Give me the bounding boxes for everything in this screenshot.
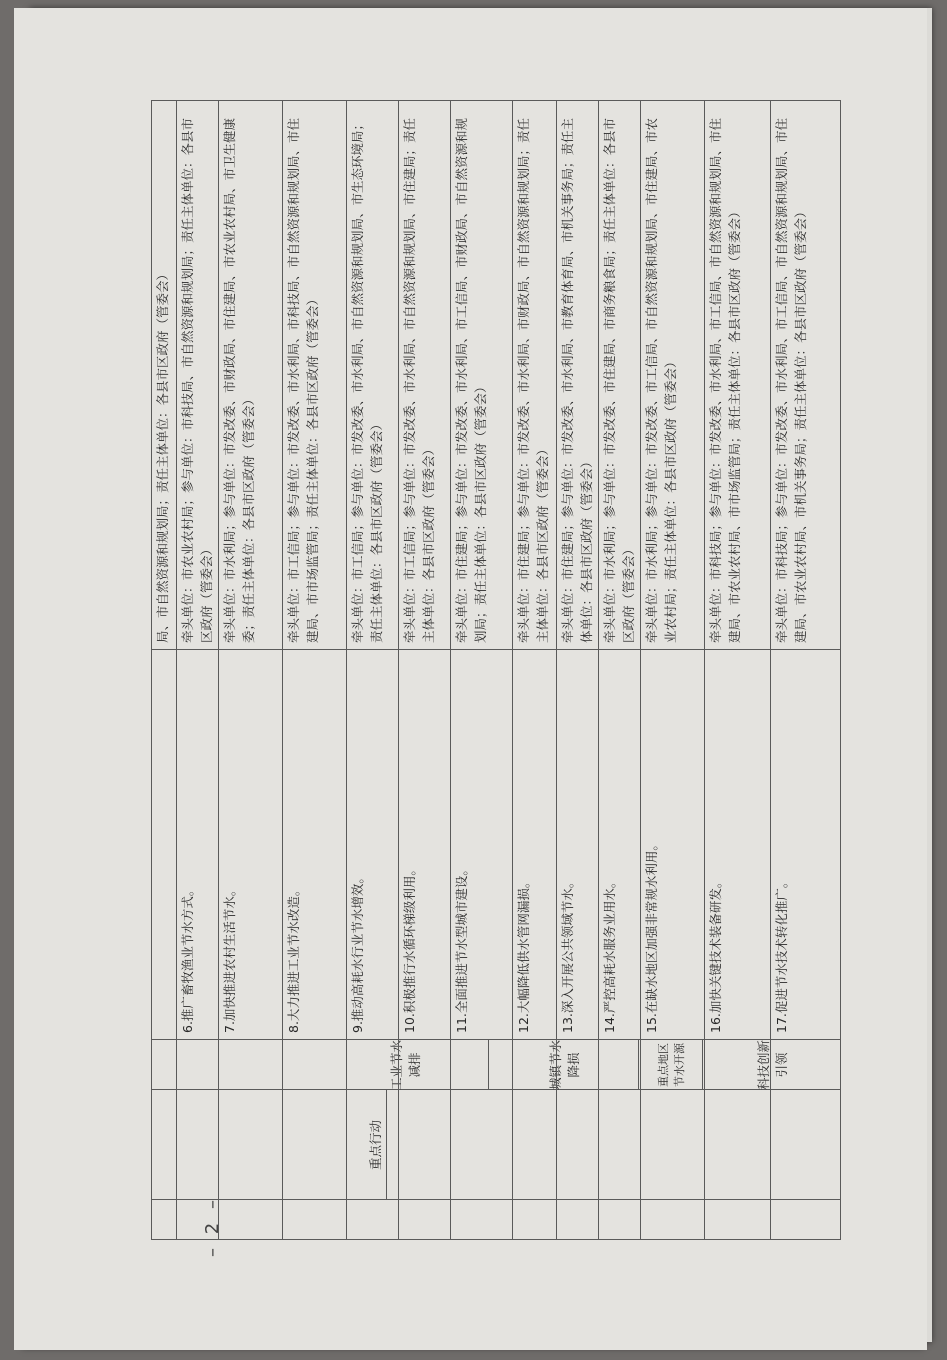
item-cell [151, 650, 176, 1040]
item-cell: 17.促进节水技术转化推广。 [770, 650, 840, 1040]
table-row [346, 100, 399, 1240]
item-cell: 9.推动高耗水行业节水增效。 [346, 650, 398, 1040]
table-row [176, 100, 219, 1240]
group-key-actions: 重点行动 [363, 1090, 387, 1200]
table-row [398, 100, 451, 1240]
item-cell: 12.大幅降低供水管网漏损。 [512, 650, 556, 1040]
table-row [450, 100, 513, 1240]
table-row [598, 100, 641, 1240]
item-cell: 10.积极推行水循环梯级利用。 [398, 650, 450, 1040]
group-tech: 科技创新引领 [703, 1040, 841, 1090]
group-industry: 工业节水减排 [321, 1040, 489, 1090]
desc-cell: 局、市自然资源和规划局；责任主体单位：各县市区政府（管委会） [151, 100, 176, 650]
table-row [282, 100, 347, 1240]
desc-cell: 牵头单位：市水利局；参与单位：市发改委、市住建局、市商务粮食局；责任主体单位：各县市区政府（管委会） [598, 100, 640, 650]
item-cell: 8.大力推进工业节水改造。 [282, 650, 346, 1040]
table-row [704, 100, 771, 1240]
table-row [151, 100, 177, 1240]
item-cell: 16.加快关键技术装备研发。 [704, 650, 770, 1040]
table-row [770, 100, 840, 1240]
desc-cell: 牵头单位：市住建局；参与单位：市发改委、市水利局、市教育体育局、市机关事务局；责任主体单位：各县市区政府（管委会） [556, 100, 598, 650]
group-key-regions: 重点地区节水开源 [639, 1040, 703, 1090]
page-number: – 2 – [201, 1196, 223, 1257]
table-row [512, 100, 557, 1240]
document-page [14, 8, 927, 1350]
desc-cell: 牵头单位：市水利局；参与单位：市发改委、市工信局、市自然资源和规划局、市住建局、市农业农村局；责任主体单位：各县市区政府（管委会） [640, 100, 704, 650]
item-cell: 13.深入开展公共领域节水。 [556, 650, 598, 1040]
group-urban: 城镇节水降损 [489, 1040, 639, 1090]
desc-cell: 牵头单位：市农业农村局；参与单位：市科技局、市自然资源和规划局；责任主体单位：各县市区政府（管委会） [176, 100, 218, 650]
item-cell: 7.加快推进农村生活节水。 [218, 650, 282, 1040]
desc-cell: 牵头单位：市工信局；参与单位：市发改委、市水利局、市科技局、市自然资源和规划局、市住建局、市市场监管局；责任主体单位：各县市区政府（管委会） [282, 100, 346, 650]
desc-cell: 牵头单位：市科技局；参与单位：市发改委、市水利局、市工信局、市自然资源和规划局、市住建局、市农业农村局、市机关事务局；责任主体单位：各县市区政府（管委会） [770, 100, 840, 650]
desc-cell: 牵头单位：市住建局；参与单位：市发改委、市水利局、市工信局、市财政局、市自然资源和规划局；责任主体单位：各县市区政府（管委会） [450, 100, 512, 650]
desc-cell: 牵头单位：市水利局；参与单位：市发改委、市财政局、市住建局、市农业农村局、市卫生健康委；责任主体单位：各县市区政府（管委会） [218, 100, 282, 650]
desc-cell: 牵头单位：市工信局；参与单位：市发改委、市水利局、市自然资源和规划局、市生态环境局；责任主体单位：各县市区政府（管委会） [346, 100, 398, 650]
item-cell: 14.严控高耗水服务业用水。 [598, 650, 640, 1040]
table-row [556, 100, 599, 1240]
table-row [640, 100, 705, 1240]
item-cell: 11.全面推进节水型城市建设。 [450, 650, 512, 1040]
desc-cell: 牵头单位：市科技局；参与单位：市发改委、市水利局、市工信局、市自然资源和规划局、市住建局、市农业农村局、市市场监管局；责任主体单位：各县市区政府（管委会） [704, 100, 770, 650]
desc-cell: 牵头单位：市住建局；参与单位：市发改委、市水利局、市财政局、市自然资源和规划局；责任主体单位：各县市区政府（管委会） [512, 100, 556, 650]
table-row [218, 100, 283, 1240]
task-table [151, 100, 841, 1240]
item-cell: 15.在缺水地区加强非常规水利用。 [640, 650, 704, 1040]
item-cell: 6.推广畜牧渔业节水方式。 [176, 650, 218, 1040]
desc-cell: 牵头单位：市工信局；参与单位：市发改委、市水利局、市自然资源和规划局、市住建局；责任主体单位：各县市区政府（管委会） [398, 100, 450, 650]
